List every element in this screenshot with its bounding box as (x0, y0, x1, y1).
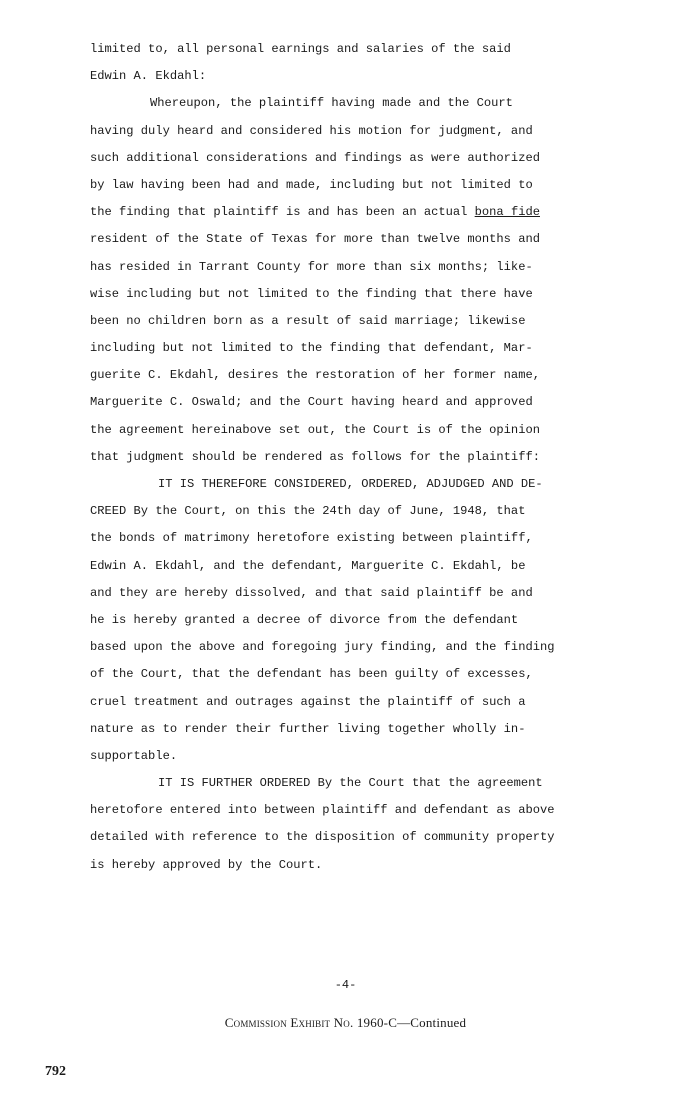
body-line-18: CREED By the Court, on this the 24th day of June, 1948, that (90, 504, 526, 519)
body-line-4: having duly heard and considered his motion for judgment, and (90, 123, 533, 138)
body-line-28: IT IS FURTHER ORDERED By the Court that the agreement (158, 776, 543, 791)
body-line-13: guerite C. Ekdahl, desires the restoration of her former name, (90, 368, 540, 383)
body-line-11: been no children born as a result of said marriage; likewise (90, 313, 526, 328)
body-line-5: such additional considerations and findings as were authorized (90, 150, 540, 165)
body-line-21: and they are hereby dissolved, and that said plaintiff be and (90, 585, 533, 600)
body-line-10: wise including but not limited to the finding that there have (90, 286, 533, 301)
page-number: -4- (334, 978, 357, 992)
body-line-30: detailed with reference to the disposition of community property (90, 830, 555, 845)
body-line-16: that judgment should be rendered as follows for the plaintiff: (90, 449, 540, 464)
body-line-22: he is hereby granted a decree of divorce from the defendant (90, 612, 519, 627)
body-line-27: supportable. (90, 748, 178, 763)
body-line-15: the agreement hereinabove set out, the Court is of the opinion (90, 422, 540, 437)
body-line-25: cruel treatment and outrages against the plaintiff of such a (90, 694, 526, 709)
caption-suffix: —Continued (397, 1015, 467, 1030)
typed-page-body (90, 36, 630, 879)
body-line-2: Edwin A. Ekdahl: (90, 69, 207, 84)
body-line-17: IT IS THEREFORE CONSIDERED, ORDERED, ADJUDGED AND DE- (158, 477, 543, 491)
body-line-8: resident of the State of Texas for more than twelve months and (90, 232, 540, 247)
body-line-20: Edwin A. Ekdahl, and the defendant, Marguerite C. Ekdahl, be (90, 558, 526, 573)
folio-number: 792 (45, 1064, 66, 1079)
exhibit-caption (0, 1015, 691, 1031)
body-line-6: by law having been had and made, including but not limited to (90, 177, 533, 192)
bona-fide-underlined: bona fide (474, 205, 540, 220)
body-line-9: has resided in Tarrant County for more than six months; like- (90, 259, 533, 274)
body-line-31: is hereby approved by the Court. (90, 857, 323, 872)
body-line-3: Whereupon, the plaintiff having made and the Court (150, 96, 513, 111)
caption-prefix: Commission Exhibit No. (224, 1015, 354, 1030)
body-line-19: the bonds of matrimony heretofore existing between plaintiff, (90, 531, 533, 546)
body-line-7-text: the finding that plaintiff is and has been an actual (90, 205, 475, 220)
body-line-12: including but not limited to the finding that defendant, Mar- (90, 341, 533, 356)
body-line-26: nature as to render their further living together wholly in- (90, 721, 526, 736)
body-line-7 (90, 199, 630, 226)
body-line-24: of the Court, that the defendant has been guilty of excesses, (90, 667, 533, 682)
body-line-1: limited to, all personal earnings and salaries of the said (90, 42, 511, 56)
caption-number: 1960-C (356, 1015, 398, 1030)
body-line-29: heretofore entered into between plaintiff and defendant as above (90, 803, 555, 818)
body-line-14: Marguerite C. Oswald; and the Court having heard and approved (90, 395, 533, 410)
body-line-23: based upon the above and foregoing jury finding, and the finding (90, 640, 555, 655)
